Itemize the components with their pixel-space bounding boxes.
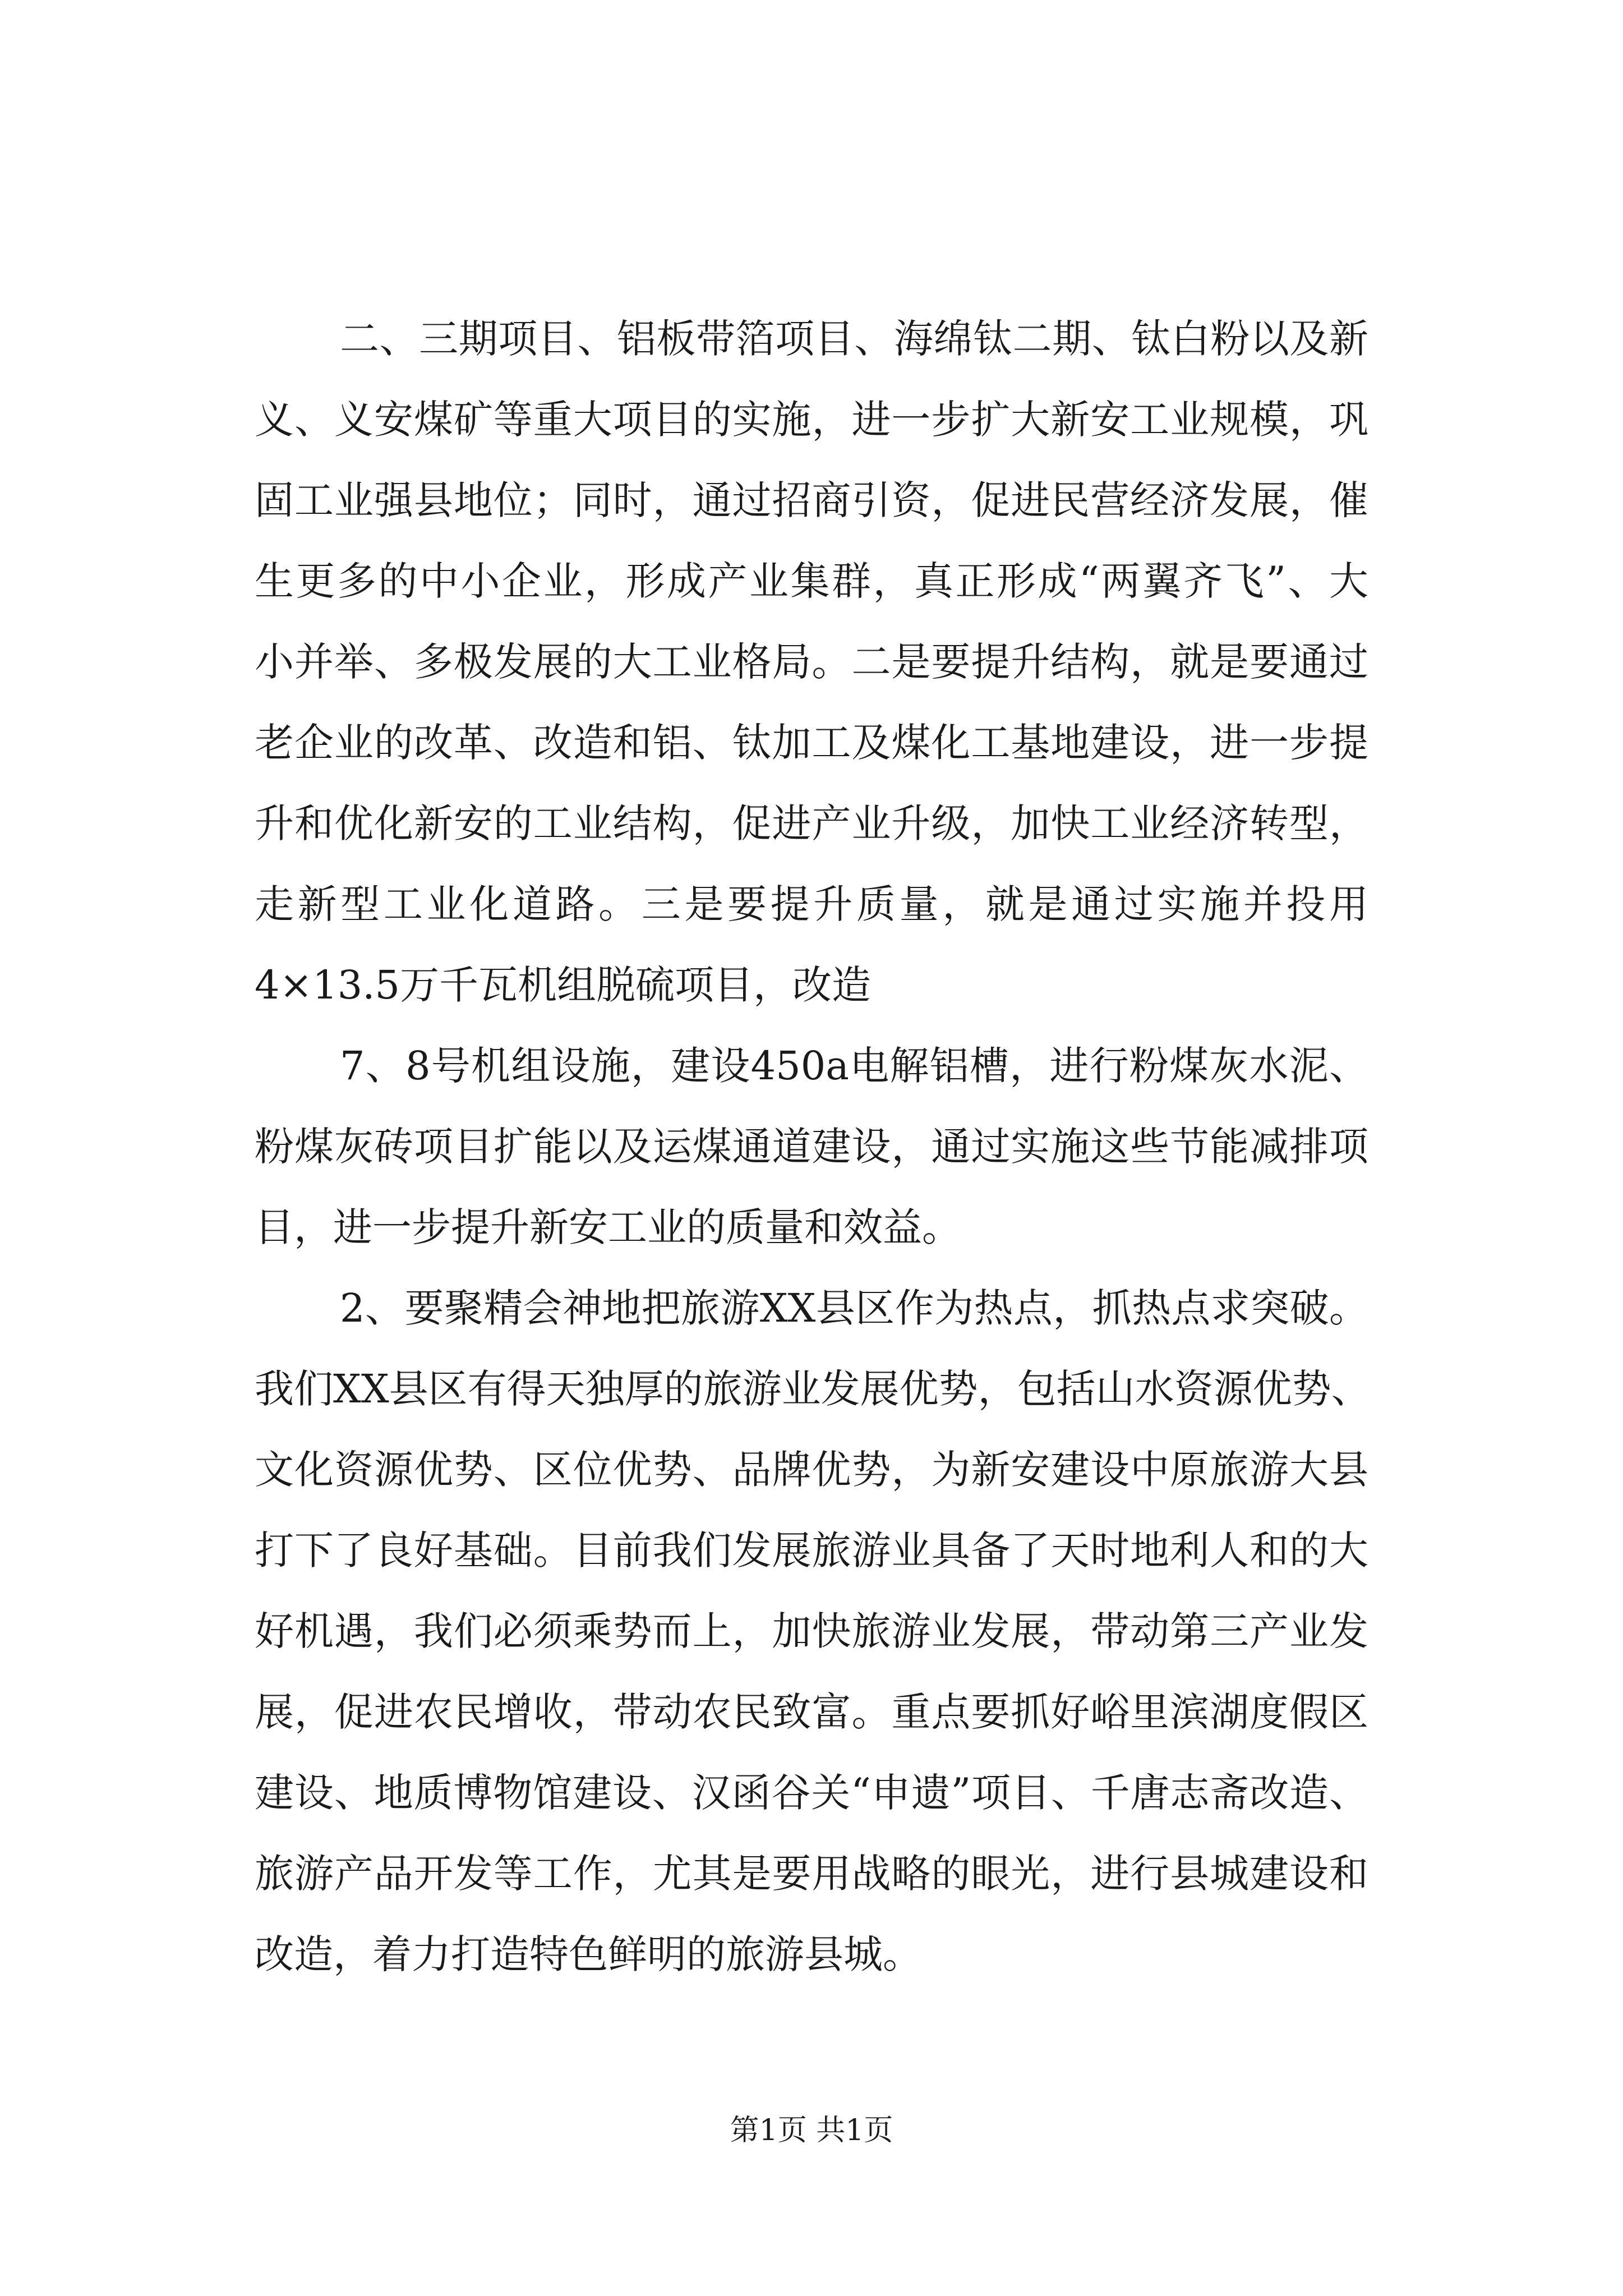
text-line-13: 2、要聚精会神地把旅游XX县区作为热点，抓热点求突破。: [340, 1285, 1368, 1331]
text-line-3: 固工业强县地位；同时，通过招商引资，促进民营经济发展，催: [255, 477, 1368, 523]
text-line-14: 我们XX县区有得天独厚的旅游业发展优势，包括山水资源优势、: [255, 1366, 1371, 1412]
text-line-18: 展，促进农民增收，带动农民致富。重点要抓好峪里滨湖度假区: [255, 1689, 1368, 1735]
text-line-10: 7、8号机组设施，建设450a电解铝槽，进行粉煤灰水泥、: [340, 1043, 1368, 1089]
text-line-11: 粉煤灰砖项目扩能以及运煤通道建设，通过实施这些节能减排项: [255, 1124, 1368, 1170]
text-line-8: 走新型工业化道路。三是要提升质量，就是通过实施并投用: [255, 881, 1368, 927]
text-line-2: 义、义安煤矿等重大项目的实施，进一步扩大新安工业规模，巩: [255, 397, 1368, 443]
text-line-15: 文化资源优势、区位优势、品牌优势，为新安建设中原旅游大县: [255, 1447, 1368, 1493]
text-line-19: 建设、地质博物馆建设、汉函谷关“申遗”项目、千唐志斋改造、: [255, 1770, 1368, 1816]
text-line-5: 小并举、多极发展的大工业格局。二是要提升结构，就是要通过: [255, 639, 1368, 685]
text-line-12: 目，进一步提升新安工业的质量和效益。: [255, 1204, 961, 1250]
text-line-17: 好机遇，我们必须乘势而上，加快旅游业发展，带动第三产业发: [255, 1608, 1368, 1654]
text-line-20: 旅游产品开发等工作，尤其是要用战略的眼光，进行县城建设和: [255, 1851, 1368, 1897]
text-line-6: 老企业的改革、改造和铝、钛加工及煤化工基地建设，进一步提: [255, 720, 1368, 766]
page-footer: 第1页 共1页: [730, 2114, 893, 2147]
text-line-1: 二、三期项目、铝板带箔项目、海绵钛二期、钛白粉以及新: [340, 316, 1368, 362]
text-line-16: 打下了良好基础。目前我们发展旅游业具备了天时地利人和的大: [255, 1527, 1368, 1573]
text-line-4: 生更多的中小企业，形成产业集群，真正形成“两翼齐飞”、大: [255, 558, 1368, 604]
text-line-21: 改造，着力打造特色鲜明的旅游县城。: [255, 1931, 922, 1977]
text-line-9: 4×13.5万千瓦机组脱硫项目，改造: [255, 962, 872, 1008]
document-body: [255, 298, 1371, 1995]
text-line-7: 升和优化新安的工业结构，促进产业升级，加快工业经济转型，: [255, 800, 1368, 846]
